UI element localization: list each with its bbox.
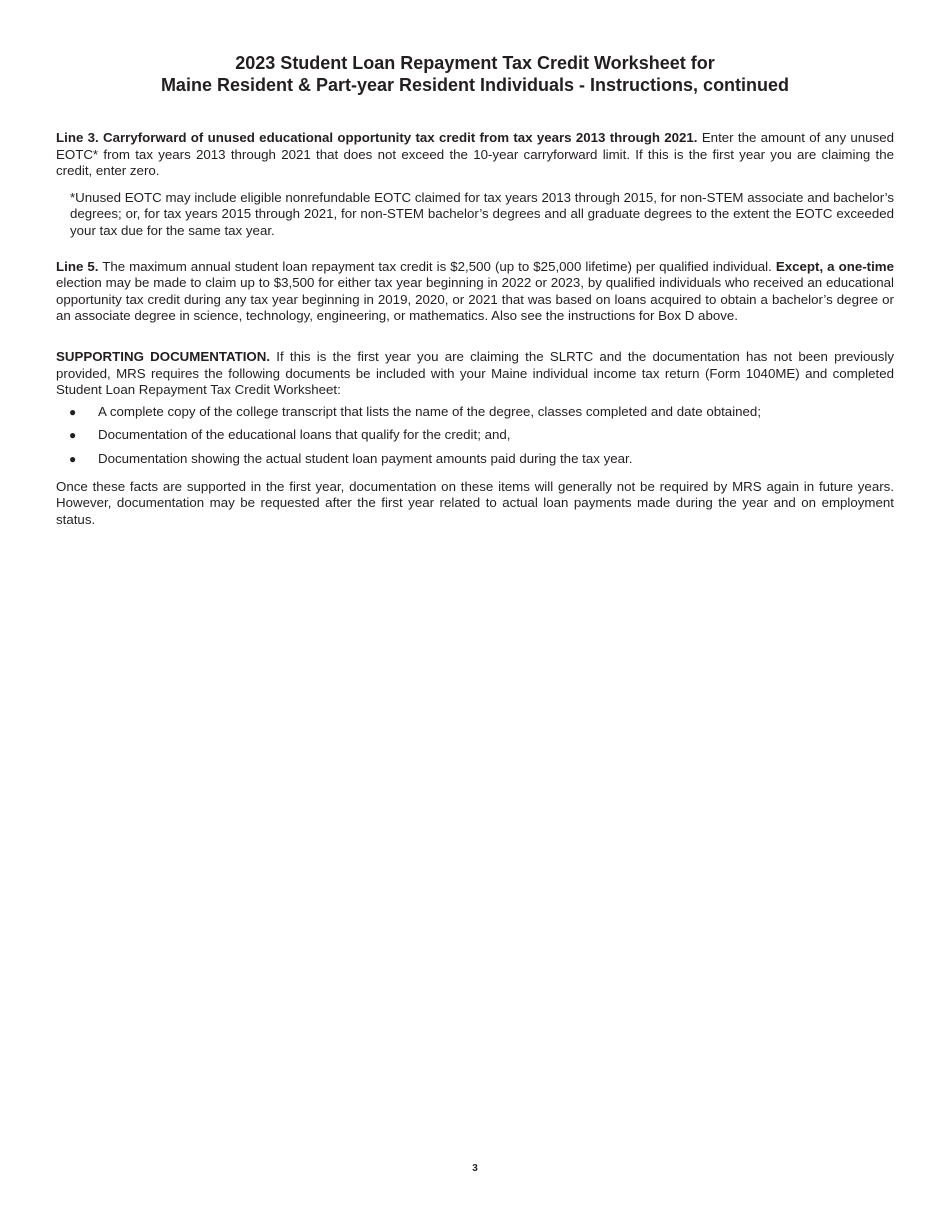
supporting-heading: SUPPORTING DOCUMENTATION. [56, 348, 271, 364]
page-title [56, 52, 894, 96]
page-number: 3 [472, 1163, 478, 1174]
line3-body: Enter the amount of any unused EOTC* from tax years 2013 through 2021 that does not exceed the 10-year carryforward limit. If this is the first year you are claiming the credit, enter zero. [56, 130, 895, 179]
supporting-documents-list [56, 404, 894, 468]
list-item-text: Documentation showing the actual student loan payment amounts paid during the tax year. [98, 450, 633, 466]
line5-heading: Line 5. [56, 258, 99, 274]
closing-paragraph: Once these facts are supported in the first year, documentation on these items will generally not be required by MRS again in future years. However, documentation may be requested after the first year related to actual loan payments made during the year and on employment status. [56, 478, 894, 527]
line5-body-part2: election may be made to claim up to $3,500 for either tax year beginning in 2022 or 2023, by qualified individuals who received an educational opportunity tax credit during any tax year beginning in 2019, 2020, or 2021 that was based on loans acquired to obtain a bachelor’s degree or an associate degree in science, technology, engineering, or mathematics. Also see the instructions for Box D above. [56, 275, 894, 324]
title-line-1: 2023 Student Loan Repayment Tax Credit Worksheet for [235, 53, 715, 73]
document-page [56, 52, 894, 528]
supporting-body: If this is the first year you are claiming the SLRTC and the documentation has not been previously provided, MRS requires the following documents be included with your Maine individual income tax return (Form 1040ME) and completed Student Loan Repayment Tax Credit Worksheet: [56, 348, 894, 398]
supporting-documentation-section [56, 349, 894, 399]
line5-section [56, 259, 894, 325]
line3-heading: Line 3. Carryforward of unused educational opportunity tax credit from tax years 2013 through 2021. [56, 130, 698, 145]
list-item [56, 427, 894, 444]
bullet-icon: ● [69, 451, 77, 466]
title-line-2: Maine Resident & Part-year Resident Individuals - Instructions, continued [160, 75, 790, 95]
list-item-text: Documentation of the educational loans that qualify for the credit; and, [98, 427, 511, 443]
bullet-icon: ● [69, 404, 77, 419]
line3-footnote: *Unused EOTC may include eligible nonrefundable EOTC claimed for tax years 2013 through 2015, for non-STEM associate and bachelor’s degrees; or, for tax years 2015 through 2021, for non-STEM bachelor’s degrees and all graduate degrees to the extent the EOTC exceeded your tax due for the same tax year. [70, 189, 894, 238]
list-item [56, 404, 894, 421]
line5-emphasis: Except, a one-time [775, 258, 894, 274]
list-item [56, 451, 894, 468]
list-item-text: A complete copy of the college transcript that lists the name of the degree, classes completed and date obtained; [98, 403, 762, 419]
line3-section [56, 130, 894, 180]
bullet-icon: ● [69, 428, 77, 443]
line5-body-part1: The maximum annual student loan repayment tax credit is $2,500 (up to $25,000 lifetime) per qualified individual. [102, 258, 772, 274]
